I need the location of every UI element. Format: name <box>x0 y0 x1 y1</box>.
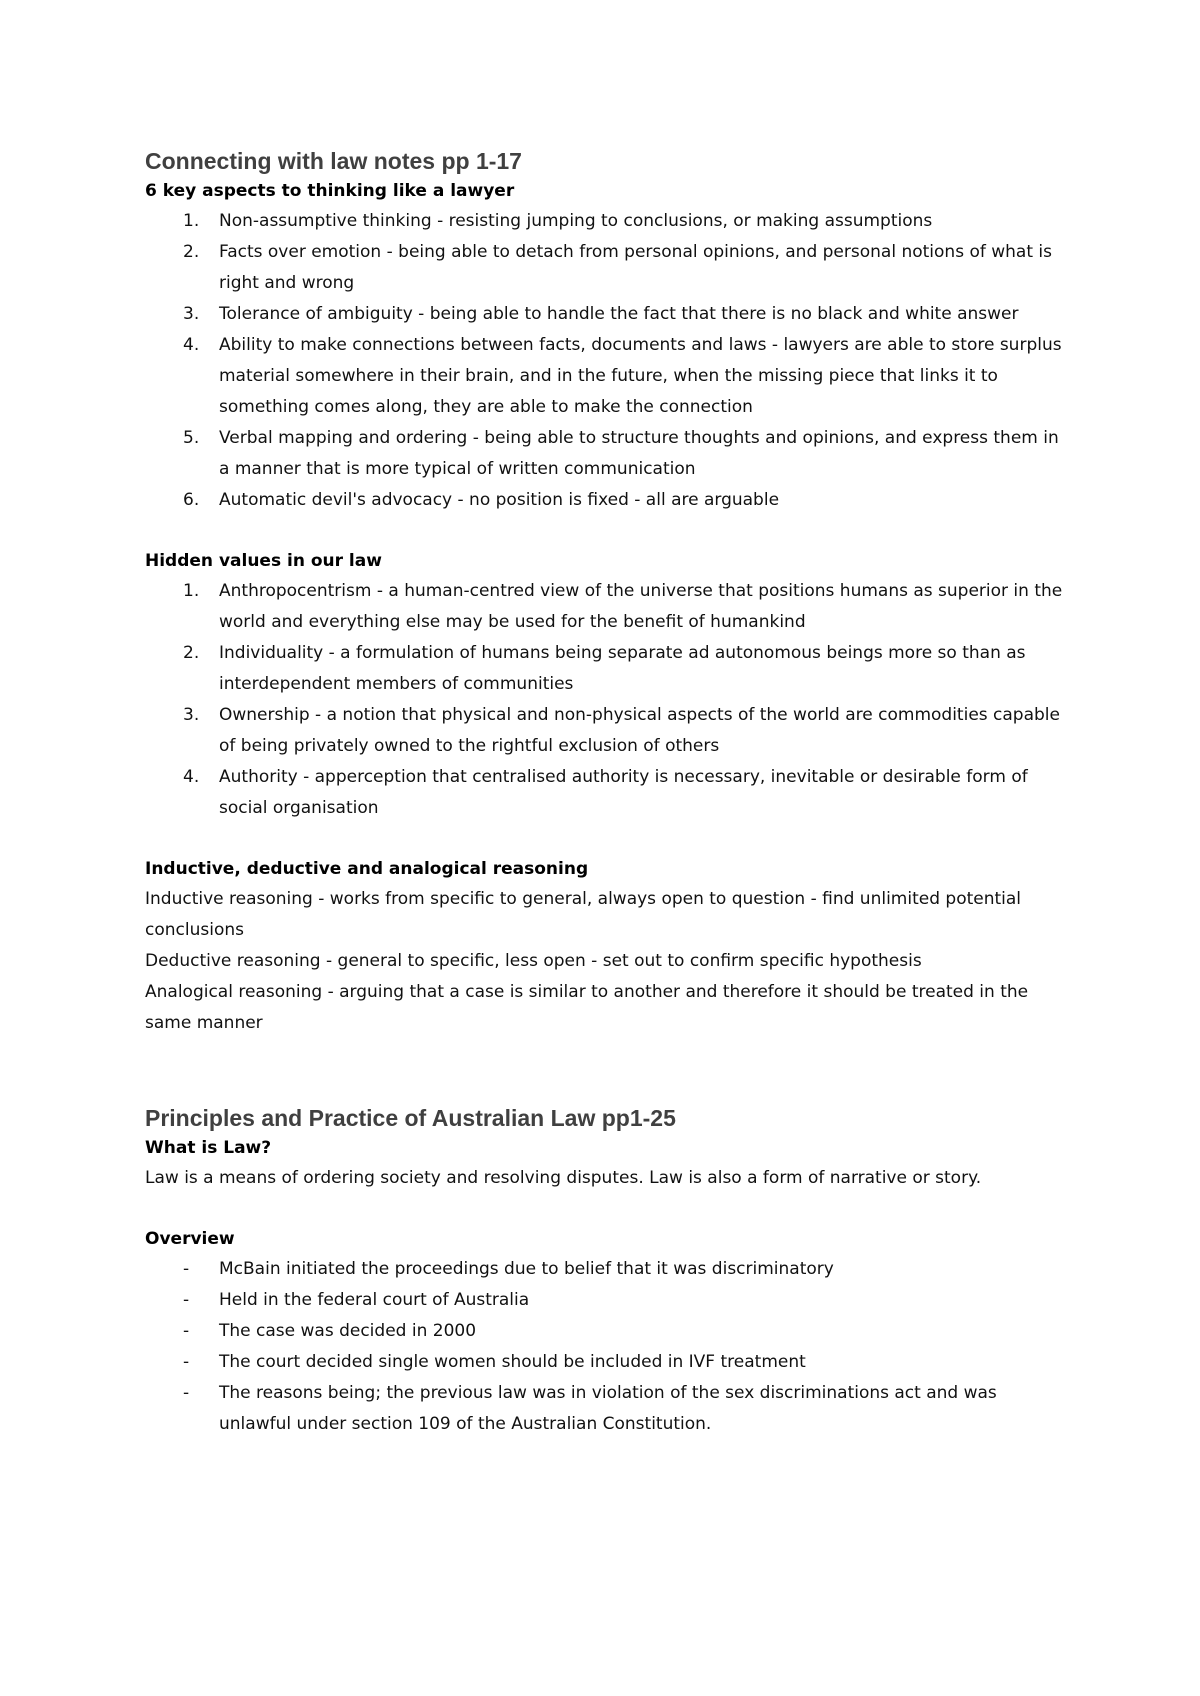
dash-bullet: - <box>183 1290 190 1310</box>
paragraph-analogical: Analogical reasoning - arguing that a case is similar to another and therefore it should be treated in the same manner <box>145 982 1029 1033</box>
heading-key-aspects: 6 key aspects to thinking like a lawyer <box>145 181 515 201</box>
list-item <box>145 330 1065 423</box>
list-item-text: Facts over emotion - being able to detach from personal opinions, and personal notions of what is right and wrong <box>219 242 1052 293</box>
dash-bullet: - <box>183 1321 190 1341</box>
list-number: 3. <box>183 304 200 324</box>
document-content <box>145 146 1065 1440</box>
list-number: 1. <box>183 581 200 601</box>
list-item-text: Automatic devil's advocacy - no position is fixed - all are arguable <box>219 490 780 510</box>
spacer <box>145 516 1065 546</box>
list-item-text: Non-assumptive thinking - resisting jumping to conclusions, or making assumptions <box>219 211 933 231</box>
paragraph-inductive: Inductive reasoning - works from specific to general, always open to question - find unlimited potential conclusions <box>145 889 1022 940</box>
hidden-values-list <box>145 576 1065 824</box>
list-item <box>145 1316 1065 1347</box>
list-item-text: Held in the federal court of Australia <box>219 1290 530 1310</box>
list-item-text: Anthropocentrism - a human-centred view of the universe that positions humans as superior in the world and everything else may be used for the benefit of humankind <box>219 581 1063 632</box>
spacer <box>145 824 1065 854</box>
list-number: 4. <box>183 335 200 355</box>
list-item <box>145 1378 1065 1440</box>
list-item-text: The reasons being; the previous law was in violation of the sex discriminations act and was unlawful under section 109 of the Australian Constitution. <box>219 1383 997 1434</box>
spacer <box>145 1039 1065 1103</box>
list-item-text: Individuality - a formulation of humans being separate ad autonomous beings more so than as interdependent members of communities <box>219 643 1026 694</box>
key-aspects-list <box>145 206 1065 516</box>
list-item-text: Ability to make connections between facts, documents and laws - lawyers are able to store surplus material somewhere in their brain, and in the future, when the missing piece that links it to something comes along, they are able to make the connection <box>219 335 1062 417</box>
spacer <box>145 1194 1065 1224</box>
list-item-text: Authority - apperception that centralised authority is necessary, inevitable or desirable form of social organisation <box>219 767 1028 818</box>
list-number: 6. <box>183 490 200 510</box>
list-item <box>145 638 1065 700</box>
list-item-text: McBain initiated the proceedings due to belief that it was discriminatory <box>219 1259 834 1279</box>
section-title-principles-practice: Principles and Practice of Australian Law pp1-25 <box>145 1105 676 1131</box>
list-number: 1. <box>183 211 200 231</box>
list-item-text: The case was decided in 2000 <box>219 1321 477 1341</box>
section-title-connecting-with-law: Connecting with law notes pp 1-17 <box>145 148 522 174</box>
list-item <box>145 762 1065 824</box>
heading-hidden-values: Hidden values in our law <box>145 551 382 571</box>
list-item-text: The court decided single women should be included in IVF treatment <box>219 1352 806 1372</box>
list-item <box>145 237 1065 299</box>
list-item <box>145 576 1065 638</box>
heading-reasoning: Inductive, deductive and analogical reasoning <box>145 859 589 879</box>
list-item <box>145 299 1065 330</box>
heading-what-is-law: What is Law? <box>145 1138 272 1158</box>
list-number: 2. <box>183 242 200 262</box>
list-item <box>145 206 1065 237</box>
list-item <box>145 1254 1065 1285</box>
heading-overview: Overview <box>145 1229 235 1249</box>
list-item <box>145 1285 1065 1316</box>
dash-bullet: - <box>183 1383 190 1403</box>
list-number: 5. <box>183 428 200 448</box>
paragraph-deductive: Deductive reasoning - general to specific, less open - set out to confirm specific hypothesis <box>145 951 922 971</box>
list-item <box>145 1347 1065 1378</box>
dash-bullet: - <box>183 1352 190 1372</box>
list-number: 3. <box>183 705 200 725</box>
list-item <box>145 423 1065 485</box>
paragraph-what-is-law: Law is a means of ordering society and resolving disputes. Law is also a form of narrative or story. <box>145 1168 982 1188</box>
list-number: 4. <box>183 767 200 787</box>
list-number: 2. <box>183 643 200 663</box>
list-item <box>145 485 1065 516</box>
list-item-text: Tolerance of ambiguity - being able to handle the fact that there is no black and white answer <box>219 304 1019 324</box>
overview-list <box>145 1254 1065 1440</box>
list-item-text: Ownership - a notion that physical and non-physical aspects of the world are commodities capable of being privately owned to the rightful exclusion of others <box>219 705 1060 756</box>
list-item <box>145 700 1065 762</box>
list-item-text: Verbal mapping and ordering - being able to structure thoughts and opinions, and express them in a manner that is more typical of written communication <box>219 428 1059 479</box>
dash-bullet: - <box>183 1259 190 1279</box>
